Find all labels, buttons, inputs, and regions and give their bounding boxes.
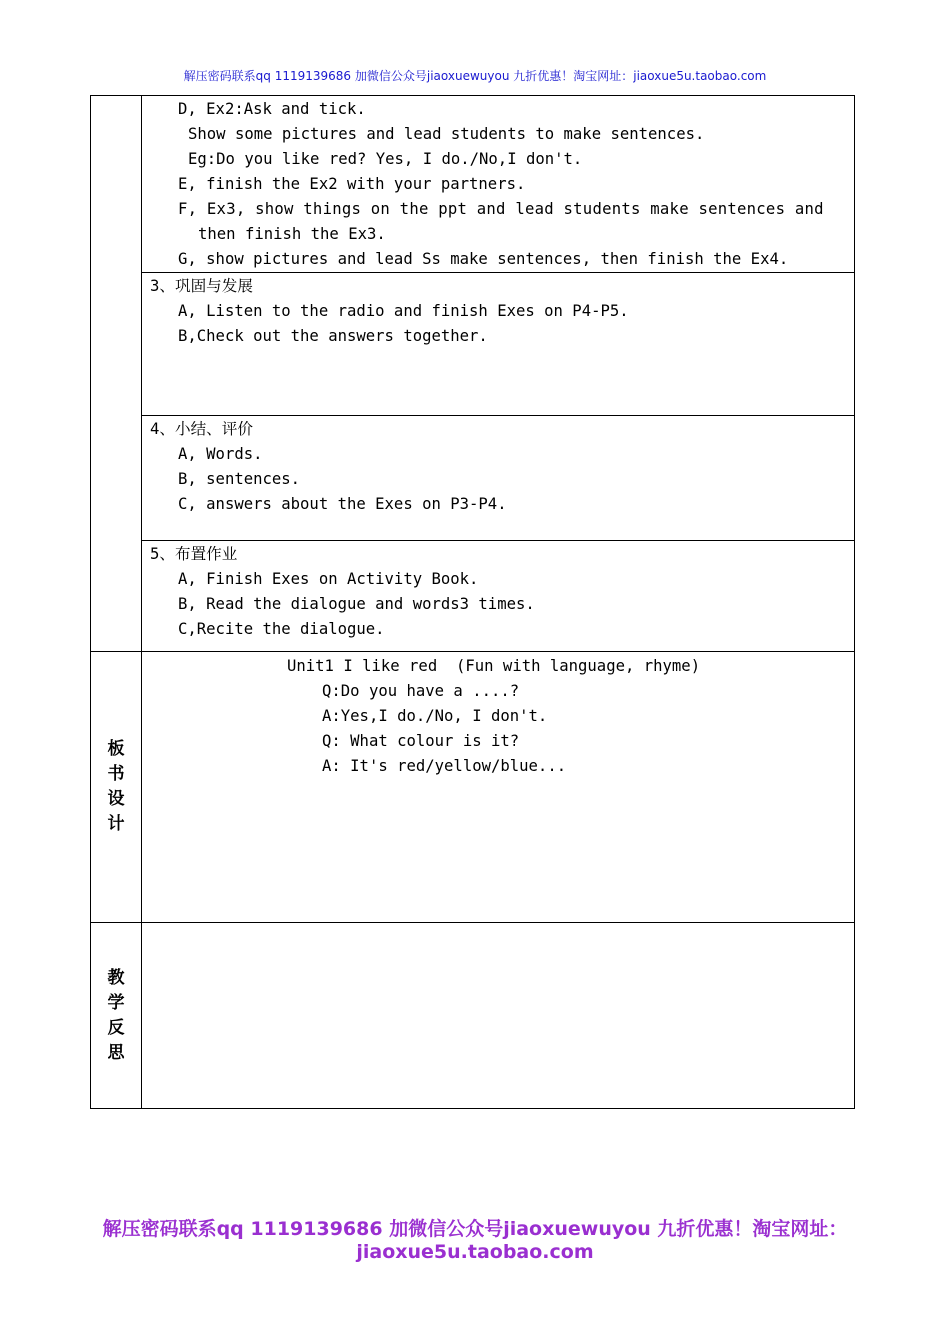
board-title: Unit1 I like red (Fun with language, rhyme) — [287, 657, 701, 675]
step-d-example-line: Eg:Do you like red? Yes, I do./No,I don't. — [188, 150, 583, 168]
step-g-line: G, show pictures and lead Ss make sentences, then finish the Ex4. — [178, 250, 789, 268]
homework-cell — [142, 541, 855, 652]
reflection-label: 教学反思 — [107, 967, 125, 1063]
header-watermark-note: 解压密码联系qq 1119139686 加微信公众号jiaoxuewuyou 九折优惠！淘宝网址：jiaoxue5u.taobao.com — [183, 69, 767, 83]
section-4-item-b: B, sentences. — [178, 470, 301, 488]
step-e-line: E, finish the Ex2 with your partners. — [178, 175, 526, 193]
section-5-item-b: B, Read the dialogue and words3 times. — [178, 595, 535, 613]
activity-steps-cell — [142, 96, 855, 273]
board-line-q1: Q:Do you have a ....? — [322, 682, 520, 700]
board-design-label: 板书设计 — [107, 739, 125, 834]
step-f-continuation-line: then finish the Ex3. — [198, 225, 386, 243]
section-4-item-a: A, Words. — [178, 445, 263, 463]
section-3-item-b: B,Check out the answers together. — [178, 327, 488, 345]
section-5-item-c: C,Recite the dialogue. — [178, 620, 385, 638]
section-5-item-a: A, Finish Exes on Activity Book. — [178, 570, 479, 588]
step-d-line: D, Ex2:Ask and tick. — [178, 100, 366, 118]
section-4-title: 4、小结、评价 — [150, 420, 253, 438]
reflection-content — [142, 923, 854, 924]
section-4-item-c: C, answers about the Exes on P3-P4. — [178, 495, 507, 513]
step-f-line: F, Ex3, show things on the ppt and lead students make sentences and — [178, 200, 824, 218]
reflection-content-cell — [142, 923, 855, 1109]
section-5-title: 5、布置作业 — [150, 545, 238, 563]
section-3-item-a: A, Listen to the radio and finish Exes on P4-P5. — [178, 302, 629, 320]
step-d-detail-line: Show some pictures and lead students to make sentences. — [188, 125, 705, 143]
board-design-cell — [142, 652, 855, 923]
board-line-q2: Q: What colour is it? — [322, 732, 520, 750]
reflection-label-cell — [91, 923, 142, 1109]
summary-cell — [142, 416, 855, 541]
blank-side-cell — [91, 96, 142, 652]
footer-note-line-2: jiaoxue5u.taobao.com — [356, 1241, 594, 1263]
board-line-a2: A: It's red/yellow/blue... — [322, 757, 567, 775]
lesson-plan-table — [90, 95, 855, 1109]
board-line-a1: A:Yes,I do./No, I don't. — [322, 707, 548, 725]
footer-note-line-1: 解压密码联系qq 1119139686 加微信公众号jiaoxuewuyou 九折优惠！淘宝网址： — [102, 1218, 848, 1240]
consolidation-cell — [142, 273, 855, 416]
section-3-title: 3、巩固与发展 — [150, 277, 253, 295]
footer-watermark-note — [0, 1218, 950, 1264]
board-design-label-cell — [91, 652, 142, 923]
